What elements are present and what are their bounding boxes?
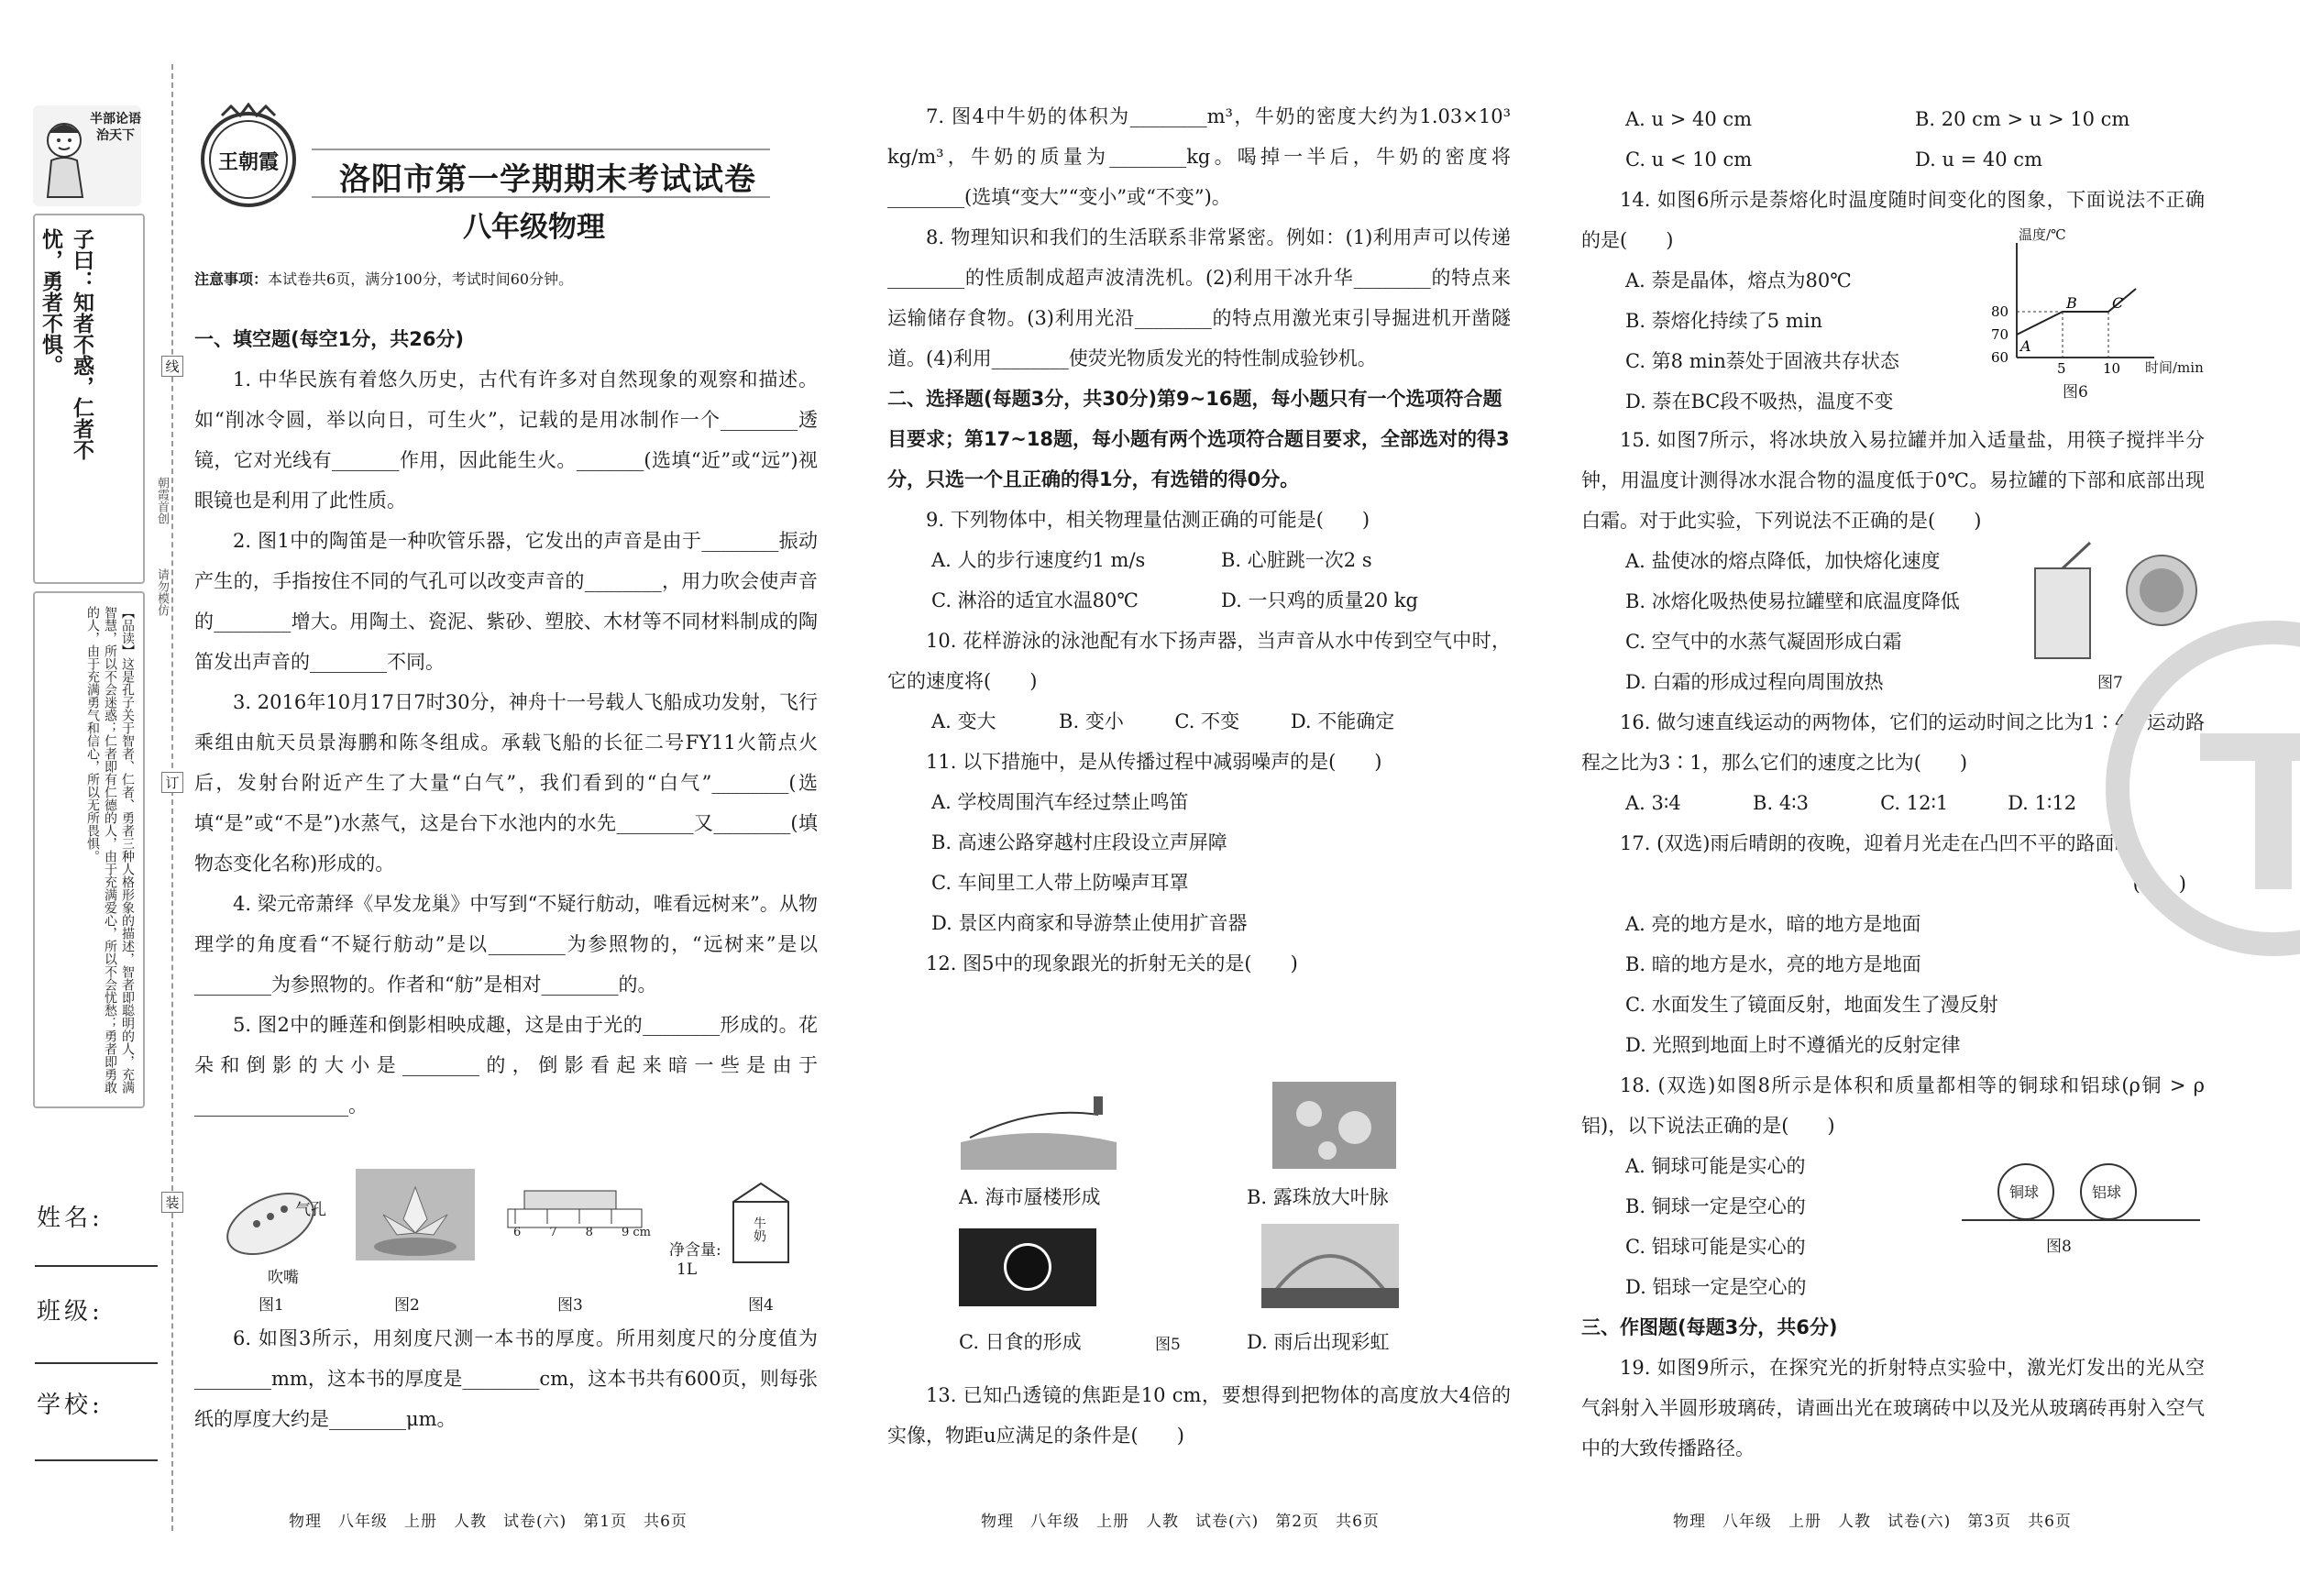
section-2-heading: 二、选择题(每题3分，共30分)第9~16题，每小题只有一个选项符合题目要求；第17~18题，每小题有两个选项符合题目要求，全部选对的得3分，只选一个且正确的得1分，有选错的得0分。 <box>887 388 1510 490</box>
fig2-caption: 图2 <box>394 1296 420 1315</box>
question-2: 2. 图1中的陶笛是一种吹管乐器，它发出的声音是由于________振动产生的，手指按住不同的气孔可以改变声音的________，用力吹会使声音的________增大。用陶土、瓷泥、紫砂、塑胶、木材等不同材料制成的陶笛发出声音的________不同。 <box>194 530 818 673</box>
figures-row-1 <box>211 1169 834 1315</box>
q12-option-b[interactable]: B. 露珠放大叶脉 <box>1247 1186 1389 1208</box>
can-image <box>2026 541 2099 660</box>
q11-option-c[interactable]: C. 车间里工人带上防噪声耳罩 <box>931 872 1189 894</box>
fig6-ylabel: 温度/℃ <box>2019 226 2066 243</box>
question-6: 6. 如图3所示，用刻度尺测一本书的厚度。所用刻度尺的分度值为________mm，这本书的厚度是________cm，这本书共有600页，则每张纸的厚度大约是________μm。 <box>194 1327 818 1430</box>
column-1 <box>194 319 818 1126</box>
fig8-caption: 图8 <box>2046 1238 2072 1256</box>
cut-note-1: 朝霞首创 <box>155 477 169 524</box>
fig6-point-label: B <box>2066 294 2077 312</box>
page-subtitle: 八年级物理 <box>463 211 605 244</box>
q10-options <box>887 701 1511 742</box>
fig8-al-label: 铝球 <box>2092 1183 2122 1201</box>
seal-stamp-icon <box>2099 614 2300 963</box>
q12-option-a[interactable]: A. 海市蜃楼形成 <box>959 1186 1101 1208</box>
question-13: 13. 已知凸透镜的焦距是10 cm，要想得到把物体的高度放大4倍的实像，物距u应满足的条件是( ) <box>887 1384 1511 1447</box>
q9-options-row-1 <box>887 540 1511 580</box>
class-label: 班级: <box>37 1298 104 1326</box>
cut-mark-seal: 装 <box>161 1192 183 1213</box>
water-lily-image <box>356 1169 475 1260</box>
figure-6 <box>1962 225 2209 402</box>
mirage-image <box>961 1087 1117 1170</box>
footer-page-2: 物理 八年级 上册 人教 试卷(六) 第2页 共6页 <box>981 1513 1380 1531</box>
page-title: 洛阳市第一学期期末考试试卷 <box>339 161 756 198</box>
quote-box <box>33 214 145 584</box>
comment-box <box>33 591 145 1108</box>
fig3-tick: 9 cm <box>621 1226 651 1239</box>
question-9: 9. 下列物体中，相关物理量估测正确的可能是( ) <box>926 509 1370 531</box>
question-7: 7. 图4中牛奶的体积为________m³，牛奶的密度大约为1.03×10³ kg/m³，牛奶的质量为________kg。喝掉一半后，牛奶的密度将________(选填“变大”“变小”或“不变”)。 <box>887 105 1511 208</box>
figure-5 <box>953 1082 1430 1375</box>
q13-options-row-1 <box>1581 99 2205 139</box>
notice <box>194 268 573 289</box>
q17-paren: ( ) <box>2132 873 2186 895</box>
q18-option-c[interactable]: C. 铝球可能是实心的 <box>1625 1236 1806 1258</box>
question-19: 19. 如图9所示，在探究光的折射特点实验中，激光灯发出的光从空气斜射入半圆形玻璃砖，请画出光在玻璃砖中以及光从玻璃砖再射入空气中的大致传播路径。 <box>1581 1357 2205 1459</box>
school-label: 学校: <box>37 1392 104 1419</box>
fig1-hole-label: 气孔 <box>295 1201 326 1219</box>
dewdrop-image <box>1272 1082 1396 1169</box>
question-15: 15. 如图7所示，将冰块放入易拉罐并加入适量盐，用筷子搅拌半分钟，用温度计测得冰水混合物的温度低于0℃。易拉罐的下部和底部出现白霜。对于此实验，下列说法不正确的是( ) <box>1581 429 2205 532</box>
q17-option-c[interactable]: C. 水面发生了镜面反射，地面发生了漫反射 <box>1625 994 1998 1016</box>
q12-option-c[interactable]: C. 日食的形成 <box>959 1331 1082 1353</box>
q18-option-d[interactable]: D. 铝球一定是空心的 <box>1625 1276 1807 1298</box>
fig6-xlabel: 时间/min <box>2145 359 2204 376</box>
fig3-tick: 8 <box>585 1226 593 1239</box>
q14-option-c[interactable]: C. 第8 min萘处于固液共存状态 <box>1625 350 1899 372</box>
question-3: 3. 2016年10月17日7时30分，神舟十一号载人飞船成功发射，飞行乘组由航天员景海鹏和陈冬组成。承载飞船的长征二号FY11火箭点火后，发射台附近产生了大量“白气”，我们看到的“白气”________(选填“是”或“不是”)水蒸气，这是台下水池内的水先________又________(填物态变化名称)形成的。 <box>194 691 818 875</box>
balls-image <box>1962 1155 2200 1228</box>
q16-option-a[interactable]: A. 3∶4 <box>1625 792 1681 814</box>
fig7-caption: 图7 <box>2097 674 2123 692</box>
fig6-caption: 图6 <box>2063 383 2088 402</box>
fig6-ytick: 80 <box>1991 303 2009 320</box>
q16-option-b[interactable]: B. 4∶3 <box>1753 792 1810 814</box>
eclipse-image <box>959 1228 1096 1306</box>
question-4: 4. 梁元帝萧绎《早发龙巢》中写到“不疑行舫动，唯看远树来”。从物理学的角度看“不疑行舫动”是以________为参照物的，“远树来”是以________为参照物的。作者和“舫”是相对________的。 <box>194 893 818 996</box>
cut-line <box>171 64 173 1531</box>
cartoon-kid-icon <box>39 116 94 199</box>
fig1-mouth-label: 吹嘴 <box>268 1269 299 1287</box>
q10-option-a[interactable]: A. 变大 <box>931 710 996 732</box>
question-1: 1. 中华民族有着悠久历史，古代有许多对自然现象的观察和描述。如“削冰令圆，举以向日，可生火”，记载的是用冰制作一个________透镜，它对光线有_______作用，因此能生火。_______(选填“近”或“远”)视眼镜也是利用了此性质。 <box>194 369 818 512</box>
q15-option-a[interactable]: A. 盐使冰的熔点降低，加快熔化速度 <box>1625 550 1941 572</box>
q10-option-c[interactable]: C. 不变 <box>1174 710 1240 732</box>
fig6-ytick: 70 <box>1991 326 2009 343</box>
motto-box <box>33 105 141 206</box>
rainbow-image <box>1261 1224 1399 1308</box>
q10-option-d[interactable]: D. 不能确定 <box>1290 710 1395 732</box>
q17-option-a[interactable]: A. 亮的地方是水，暗的地方是地面 <box>1625 913 1921 935</box>
question-10: 10. 花样游泳的泳池配有水下扬声器，当声音从水中传到空气中时，它的速度将( ) <box>887 630 1511 692</box>
column-1-bottom <box>194 1318 818 1439</box>
q15-option-b[interactable]: B. 冰熔化吸热使易拉罐壁和底温度降低 <box>1625 590 1960 612</box>
column-2 <box>887 96 1511 984</box>
name-field[interactable] <box>35 1265 158 1267</box>
ruler-image <box>506 1187 644 1260</box>
section-1-heading: 一、填空题(每空1分，共26分) <box>194 328 465 350</box>
fig4-net-label: 净含量: <box>669 1241 721 1260</box>
fig3-ticks <box>513 1226 651 1239</box>
cut-mark-order: 订 <box>161 772 183 793</box>
q12-option-d[interactable]: D. 雨后出现彩虹 <box>1247 1331 1390 1353</box>
fig6-point-label: A <box>2020 337 2031 355</box>
footer-page-3: 物理 八年级 上册 人教 试卷(六) 第3页 共6页 <box>1673 1513 2072 1531</box>
fig1-caption: 图1 <box>259 1296 284 1315</box>
quote-col1: 子曰：知者不惑，仁者不 <box>70 228 94 460</box>
q15-option-d[interactable]: D. 白霜的形成过程向周围放热 <box>1625 671 1884 693</box>
fig6-ytick: 60 <box>1991 349 2009 366</box>
question-5: 5. 图2中的睡莲和倒影相映成趣，这是由于光的________形成的。花朵和倒影的大小是________的，倒影看起来暗一些是由于________________。 <box>194 1014 818 1117</box>
q9-option-d[interactable]: D. 一只鸡的质量20 kg <box>1221 589 1419 611</box>
q16-option-d[interactable]: D. 1∶12 <box>2008 792 2077 814</box>
name-label: 姓名: <box>37 1205 104 1232</box>
motto-text: 半部论语治天下 <box>90 112 141 143</box>
quote-col2: 忧，勇者不惧。 <box>39 228 63 376</box>
q13-option-a[interactable]: A. u > 40 cm <box>1625 108 1753 130</box>
fig8-copper-label: 铜球 <box>2009 1183 2040 1201</box>
question-18: 18. (双选)如图8所示是体积和质量都相等的铜球和铝球(ρ铜 > ρ铝)，以下说法正确的是( ) <box>1581 1074 2205 1137</box>
question-17: 17. (双选)雨后晴朗的夜晚，迎着月光走在凸凹不平的路面时 <box>1620 832 2134 854</box>
cut-note-2: 请勿模仿 <box>155 568 169 616</box>
q9-options-row-2 <box>887 580 1511 621</box>
q15-option-c[interactable]: C. 空气中的水蒸气凝固形成白霜 <box>1625 631 1902 653</box>
ocarina-image <box>220 1178 339 1260</box>
q14-option-d[interactable]: D. 萘在BC段不吸热，温度不变 <box>1625 391 1894 413</box>
q11-option-a[interactable]: A. 学校周围汽车经过禁止鸣笛 <box>931 791 1189 813</box>
q11-option-b[interactable]: B. 高速公路穿越村庄段设立声屏障 <box>931 831 1227 853</box>
question-8: 8. 物理知识和我们的生活联系非常紧密。例如：(1)利用声可以传递________的性质制成超声波清洗机。(2)利用干冰升华________的特点来运输储存食物。(3)利用光沿________的特点用激光束引导掘进机开凿隧道。(4)利用________使荧光物质发光的特性制成验钞机。 <box>887 226 1511 369</box>
question-12: 12. 图5中的现象跟光的折射无关的是( ) <box>926 952 1298 974</box>
q10-option-b[interactable]: B. 变小 <box>1059 710 1124 732</box>
q13-option-b[interactable]: B. 20 cm > u > 10 cm <box>1915 108 2130 130</box>
q16-option-c[interactable]: C. 12∶1 <box>1880 792 1949 814</box>
fig4-caption: 图4 <box>748 1296 774 1315</box>
comment-text: 【品读】这是孔子关于智者、仁者、勇者三种人格形象的描述，智者即聪明的人，充满智慧，所以不会迷惑；仁者即有仁德的人，由于充满爱心，所以不会忧愁；勇者即勇敢的人，由于充满勇气和信心，所以无所畏惧。 <box>85 606 135 1094</box>
fig3-caption: 图3 <box>557 1296 583 1315</box>
fig3-tick: 6 <box>513 1226 522 1239</box>
q13-options-row-2 <box>1581 139 2205 180</box>
q13-option-c[interactable]: C. u < 10 cm <box>1625 149 1753 171</box>
section-3-heading: 三、作图题(每题3分，共6分) <box>1581 1316 1838 1338</box>
q14-option-a[interactable]: A. 萘是晶体，熔点为80℃ <box>1625 270 1852 292</box>
column-2-bottom <box>887 1375 1511 1456</box>
footer-page-1: 物理 八年级 上册 人教 试卷(六) 第1页 共6页 <box>289 1513 688 1531</box>
school-field[interactable] <box>35 1459 158 1461</box>
fig3-tick: 7 <box>549 1226 557 1239</box>
q11-option-d[interactable]: D. 景区内商家和导游禁止使用扩音器 <box>931 912 1248 934</box>
logo-text: 王朝霞 <box>217 150 279 174</box>
fig6-point-label: C <box>2112 294 2124 312</box>
fig5-caption: 图5 <box>1155 1336 1181 1354</box>
notice-label: 注意事项： <box>194 270 269 288</box>
question-16: 16. 做匀速直线运动的两物体，它们的运动时间之比为1∶4，运动路程之比为3∶1，那么它们的速度之比为( ) <box>1581 711 2205 774</box>
q14-option-b[interactable]: B. 萘熔化持续了5 min <box>1625 310 1822 332</box>
q17-option-d[interactable]: D. 光照到地面上时不遵循光的反射定律 <box>1625 1034 1961 1056</box>
fig6-xtick: 5 <box>2057 360 2066 377</box>
cut-mark-line: 线 <box>161 356 183 377</box>
q9-option-c[interactable]: C. 淋浴的适宜水温80℃ <box>931 589 1139 611</box>
q9-option-a[interactable]: A. 人的步行速度约1 m/s <box>931 549 1146 571</box>
figure-8 <box>1962 1155 2200 1256</box>
q13-option-d[interactable]: D. u = 40 cm <box>1915 149 2042 171</box>
question-14: 14. 如图6所示是萘熔化时温度随时间变化的图象，下面说法不正确的是( ) <box>1581 189 2205 251</box>
question-11: 11. 以下措施中，是从传播过程中减弱噪声的是( ) <box>926 751 1382 773</box>
q9-option-b[interactable]: B. 心脏跳一次2 s <box>1221 549 1372 571</box>
fig4-volume: 1L <box>677 1260 698 1279</box>
q18-option-a[interactable]: A. 铜球可能是实心的 <box>1625 1155 1806 1177</box>
q17-option-b[interactable]: B. 暗的地方是水，亮的地方是地面 <box>1625 953 1921 975</box>
notice-text: 本试卷共6页，满分100分，考试时间60分钟。 <box>268 270 574 288</box>
q18-option-b[interactable]: B. 铜球一定是空心的 <box>1625 1195 1806 1217</box>
fig4-milk-label: 牛奶 <box>752 1216 766 1242</box>
fig6-xtick: 10 <box>2103 360 2121 377</box>
class-field[interactable] <box>35 1362 158 1364</box>
